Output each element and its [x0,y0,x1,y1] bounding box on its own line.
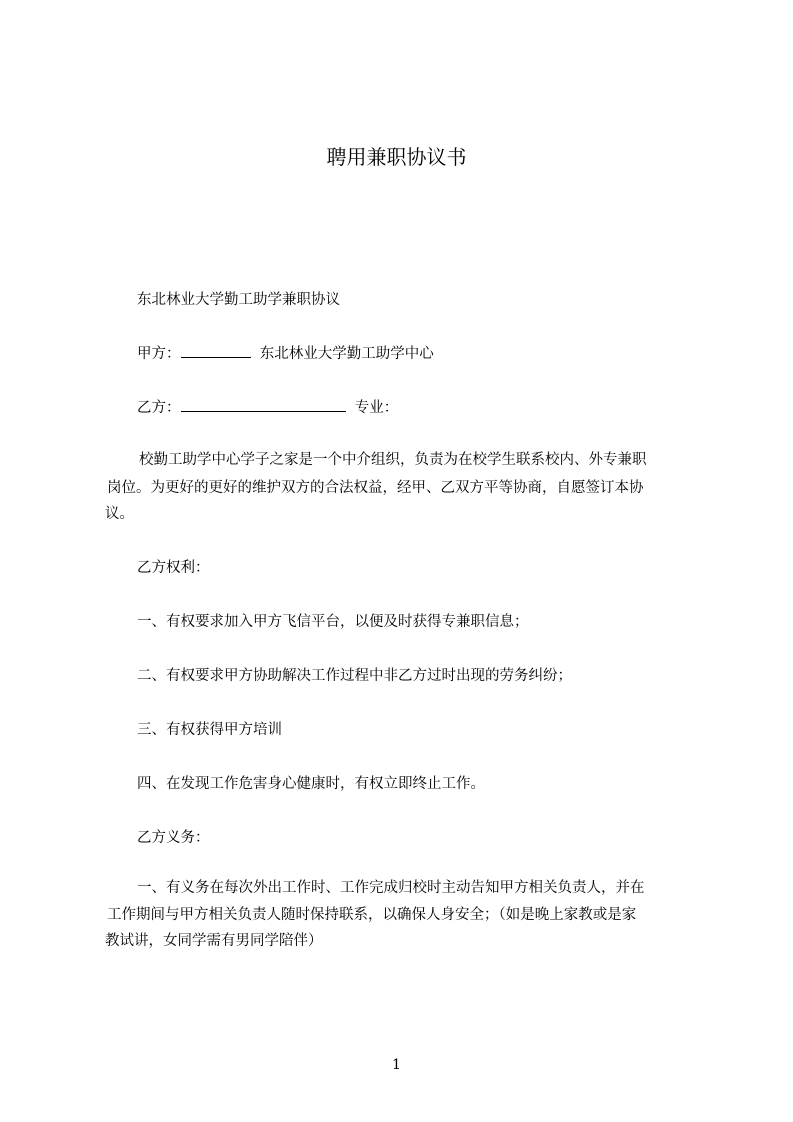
party-a-value: 东北林业大学勤工助学中心 [259,346,434,362]
duties-heading: 乙方义务： [137,830,210,846]
duty-line-2: 工作期间与甲方相关负责人随时保持联系，以确保人身安全；（如是晚上家教或是家 [107,907,637,923]
document-title: 聘用兼职协议书 [326,145,467,169]
rights-heading: 乙方权利： [137,560,210,576]
party-a-line [137,345,434,363]
intro-line-3: 议。 [105,506,134,522]
party-b-line [137,399,398,417]
page-number: 1 [392,1057,401,1073]
right-item: 四、在发现工作危害身心健康时，有权立即终止工作。 [137,776,485,792]
party-a-blank [181,345,251,358]
duty-line-1: 一、有义务在每次外出工作时、工作完成归校时主动告知甲方相关负责人，并在 [137,880,645,896]
right-item: 一、有权要求加入甲方飞信平台，以便及时获得专兼职信息； [137,614,529,630]
right-item: 二、有权要求甲方协助解决工作过程中非乙方过时出现的劳务纠纷； [137,668,572,684]
intro-line-2: 岗位。为更好的更好的维护双方的合法权益，经甲、乙双方平等协商，自愿签订本协 [107,480,644,496]
agreement-subtitle: 东北林业大学勤工助学兼职协议 [137,292,340,308]
major-label: 专业： [354,400,399,416]
intro-line-1: 校勤工助学中心学子之家是一个中介组织，负责为在校学生联系校内、外专兼职 [139,452,647,468]
party-b-label: 乙方： [137,400,181,416]
duty-line-3: 教试讲，女同学需有男同学陪伴） [105,933,323,949]
right-item: 三、有权获得甲方培训 [137,722,282,738]
party-a-label: 甲方： [137,346,181,362]
party-b-blank [181,399,346,412]
